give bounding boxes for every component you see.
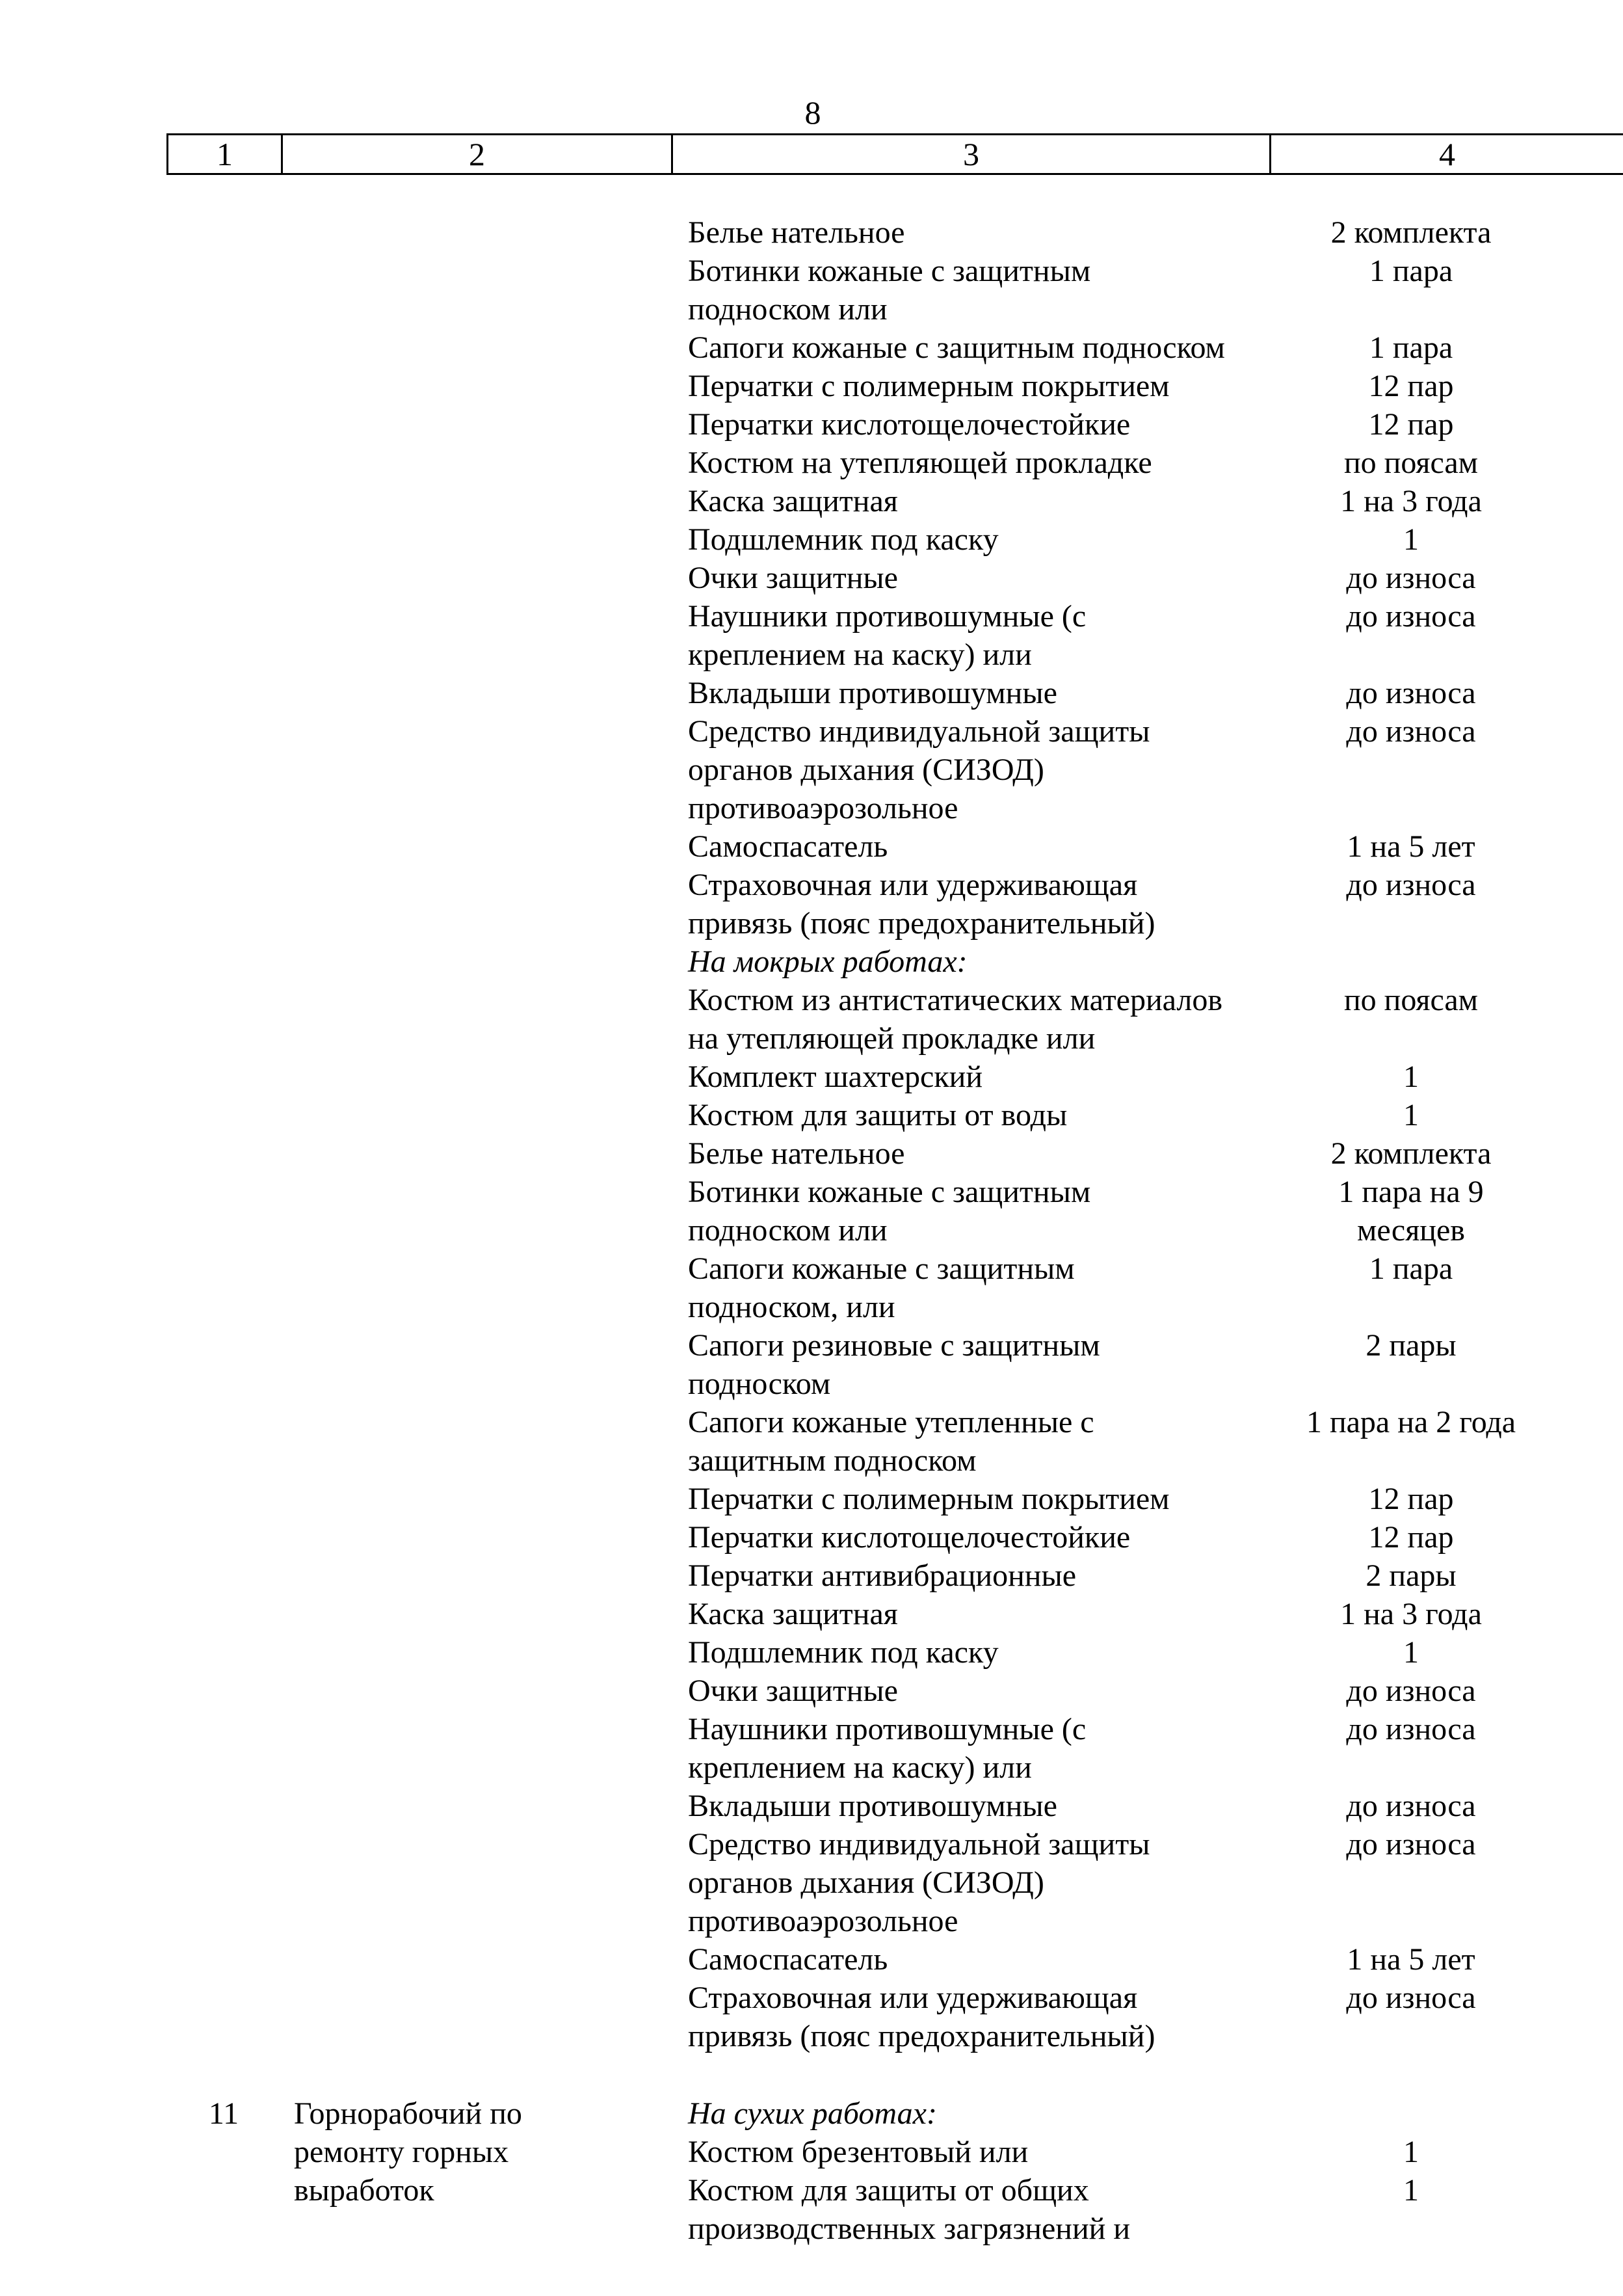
- column-header-4: 4: [1269, 135, 1623, 173]
- ppe-item-quantity: [1274, 1134, 1548, 1173]
- ppe-item-quantity-line: 2 комплекта: [1330, 215, 1492, 250]
- ppe-item-quantity: [1274, 2133, 1548, 2171]
- ppe-item-name: [688, 1058, 1273, 1096]
- ppe-item-quantity: [1274, 1403, 1548, 1441]
- ppe-item-name: [688, 712, 1273, 827]
- ppe-item-name: [688, 1825, 1273, 1940]
- ppe-item-name: [688, 866, 1273, 942]
- ppe-item-name-line: Костюм на утепляющей прокладке: [688, 446, 1152, 480]
- ppe-item-quantity-line: до износа: [1346, 561, 1476, 595]
- ppe-item-quantity: [1274, 674, 1548, 712]
- ppe-item-quantity: [1274, 866, 1548, 904]
- ppe-item-name: [688, 1672, 1273, 1710]
- column-header-2: 2: [281, 135, 671, 173]
- ppe-item-name-line: Перчатки с полимерным покрытием: [688, 1482, 1170, 1516]
- ppe-item-quantity: [1274, 1173, 1548, 1249]
- ppe-item-name: [688, 674, 1273, 712]
- ppe-item-name-line: привязь (пояс предохранительный): [688, 2019, 1155, 2053]
- ppe-item-quantity-line: 1 пара: [1369, 330, 1453, 365]
- ppe-item-name-line: Подшлемник под каску: [688, 1635, 999, 1670]
- ppe-item-quantity: [1274, 1518, 1548, 1556]
- ppe-item-quantity: [1274, 1249, 1548, 1288]
- ppe-item-name-line: Очки защитные: [688, 1674, 898, 1708]
- ppe-item-name-line: Средство индивидуальной защиты: [688, 1827, 1150, 1862]
- ppe-item-quantity-line: до износа: [1346, 599, 1476, 634]
- ppe-item-quantity-line: до износа: [1346, 676, 1476, 710]
- ppe-item-name-line: Костюм из антистатических материалов: [688, 983, 1222, 1017]
- ppe-item-name: [688, 328, 1273, 367]
- ppe-item-name-line: Перчатки с полимерным покрытием: [688, 369, 1170, 403]
- ppe-item-quantity-line: до износа: [1346, 1712, 1476, 1746]
- ppe-item-name: [688, 1633, 1273, 1672]
- ppe-item-name-line: Белье нательное: [688, 1136, 905, 1171]
- ppe-item-name-line: Самоспасатель: [688, 829, 888, 864]
- ppe-item-name-line: защитным подноском: [688, 1443, 977, 1478]
- ppe-item-name-line: Перчатки антивибрационные: [688, 1558, 1076, 1593]
- ppe-item-quantity-line: до износа: [1346, 1981, 1476, 2015]
- ppe-item-quantity-line: 1: [1403, 2135, 1419, 2169]
- profession-name-line: ремонту горных: [294, 2135, 509, 2169]
- ppe-item-name-line: креплением на каску) или: [688, 1750, 1032, 1785]
- ppe-item-name-line: Подшлемник под каску: [688, 522, 999, 557]
- page-number: 8: [804, 94, 821, 131]
- ppe-item-name: [688, 367, 1273, 405]
- ppe-item-name-line: противоаэрозольное: [688, 791, 958, 825]
- ppe-item-quantity: [1274, 2171, 1548, 2209]
- profession-name-line: выработок: [294, 2173, 434, 2208]
- ppe-item-name: [688, 559, 1273, 597]
- ppe-item-name-line: Каска защитная: [688, 1597, 898, 1631]
- ppe-item-name-line: Костюм брезентовый или: [688, 2135, 1029, 2169]
- entry-number: 11: [208, 2096, 239, 2131]
- ppe-item-quantity: [1274, 1633, 1548, 1672]
- ppe-item-quantity-line: 1 на 5 лет: [1347, 1942, 1475, 1977]
- ppe-item-quantity: [1274, 1979, 1548, 2017]
- ppe-item-name: [688, 1787, 1273, 1825]
- ppe-item-name-line: Средство индивидуальной защиты: [688, 714, 1150, 749]
- ppe-item-name: [688, 1940, 1273, 1979]
- ppe-item-name: [688, 482, 1273, 520]
- ppe-item-quantity-line: по поясам: [1343, 446, 1479, 480]
- ppe-item-quantity: [1274, 1787, 1548, 1825]
- ppe-item-quantity: [1274, 520, 1548, 559]
- ppe-item-name: [688, 597, 1273, 674]
- ppe-item-quantity-line: 1: [1403, 2173, 1419, 2208]
- profession-name-line: Горнорабочий по: [294, 2096, 522, 2131]
- ppe-item-name: [688, 1326, 1273, 1403]
- ppe-item-name-line: Ботинки кожаные с защитным: [688, 1175, 1091, 1209]
- ppe-item-name: [688, 1979, 1273, 2055]
- ppe-item-quantity-line: до износа: [1346, 1789, 1476, 1823]
- ppe-item-quantity: [1274, 559, 1548, 597]
- ppe-item-quantity: [1274, 405, 1548, 444]
- ppe-item-name-line: Костюм для защиты от воды: [688, 1098, 1068, 1132]
- ppe-item-name: [688, 1173, 1273, 1249]
- ppe-item-quantity-line: до износа: [1346, 868, 1476, 902]
- ppe-item-name: [688, 213, 1273, 252]
- ppe-item-quantity-line: 12 пар: [1368, 407, 1454, 442]
- ppe-item-quantity-line: 12 пар: [1368, 1482, 1454, 1516]
- ppe-item-name-line: подноском или: [688, 1213, 888, 1248]
- ppe-item-name-line: Самоспасатель: [688, 1942, 888, 1977]
- ppe-item-name-line: подноском: [688, 1367, 831, 1401]
- ppe-item-quantity: [1274, 444, 1548, 482]
- ppe-item-quantity-line: 1 на 3 года: [1340, 1597, 1482, 1631]
- ppe-item-name: [688, 1480, 1273, 1518]
- ppe-item-name-line: подноском, или: [688, 1290, 895, 1324]
- ppe-item-name: [688, 2171, 1273, 2248]
- ppe-item-name-line: Сапоги кожаные утепленные с: [688, 1405, 1094, 1439]
- ppe-item-quantity: [1274, 1480, 1548, 1518]
- ppe-item-name-line: Очки защитные: [688, 561, 898, 595]
- ppe-item-quantity-line: 1: [1403, 1635, 1419, 1670]
- ppe-item-quantity: [1274, 328, 1548, 367]
- ppe-item-name-line: противоаэрозольное: [688, 1904, 958, 1938]
- ppe-item-quantity-line: 12 пар: [1368, 1520, 1454, 1555]
- ppe-item-quantity-line: 1 пара: [1369, 254, 1453, 288]
- ppe-item-quantity-line: 1 пара: [1369, 1251, 1453, 1286]
- ppe-item-quantity-line: 1 пара на 2 года: [1306, 1405, 1516, 1439]
- ppe-item-quantity-line: 2 пары: [1366, 1328, 1457, 1363]
- ppe-item-name-line: Каска защитная: [688, 484, 898, 518]
- ppe-item-name-line: Комплект шахтерский: [688, 1060, 983, 1094]
- ppe-item-quantity-line: 2 комплекта: [1330, 1136, 1492, 1171]
- ppe-item-quantity: [1274, 1825, 1548, 1863]
- ppe-item-quantity-line: 1 на 3 года: [1340, 484, 1482, 518]
- ppe-item-quantity-line: 1 пара на 9: [1338, 1175, 1484, 1209]
- ppe-item-name: [688, 1134, 1273, 1173]
- column-header-3: 3: [671, 135, 1269, 173]
- ppe-item-quantity: [1274, 981, 1548, 1019]
- ppe-item-name-line: Вкладыши противошумные: [688, 676, 1057, 710]
- ppe-item-name: [688, 1710, 1273, 1787]
- ppe-item-name-line: Перчатки кислотощелочестойкие: [688, 407, 1131, 442]
- ppe-item-name-line: Сапоги кожаные с защитным: [688, 1251, 1075, 1286]
- ppe-item-name-line: Белье нательное: [688, 215, 905, 250]
- profession-name: [294, 2094, 658, 2209]
- ppe-item-name-line: Перчатки кислотощелочестойкие: [688, 1520, 1131, 1555]
- ppe-item-quantity: [1274, 1595, 1548, 1633]
- ppe-item-name-line: креплением на каску) или: [688, 637, 1032, 672]
- ppe-item-name: [688, 1249, 1273, 1326]
- ppe-item-name-line: привязь (пояс предохранительный): [688, 906, 1155, 941]
- ppe-item-quantity-line: 12 пар: [1368, 369, 1454, 403]
- ppe-item-quantity-line: 1: [1403, 1060, 1419, 1094]
- ppe-item-name: [688, 1556, 1273, 1595]
- ppe-item-name-line: Сапоги кожаные с защитным подноском: [688, 330, 1225, 365]
- ppe-item-quantity: [1274, 1672, 1548, 1710]
- section-heading: [688, 942, 1273, 981]
- ppe-item-quantity-line: по поясам: [1343, 983, 1479, 1017]
- ppe-item-name-line: Страховочная или удерживающая: [688, 1981, 1138, 2015]
- ppe-item-quantity: [1274, 827, 1548, 866]
- ppe-item-quantity: [1274, 1940, 1548, 1979]
- ppe-item-quantity-line: до износа: [1346, 1827, 1476, 1862]
- column-header-1: 1: [166, 135, 281, 173]
- ppe-item-name: [688, 1518, 1273, 1556]
- ppe-item-quantity: [1274, 597, 1548, 635]
- ppe-item-name: [688, 981, 1273, 1058]
- ppe-item-name-line: производственных загрязнений и: [688, 2211, 1131, 2246]
- ppe-item-name-line: на утепляющей прокладке или: [688, 1021, 1096, 1056]
- ppe-item-quantity: [1274, 1556, 1548, 1595]
- ppe-item-quantity: [1274, 1096, 1548, 1134]
- ppe-item-name-line: Сапоги резиновые с защитным: [688, 1328, 1100, 1363]
- ppe-item-name-line: На мокрых работах:: [688, 944, 968, 979]
- ppe-item-quantity-line: месяцев: [1357, 1213, 1465, 1248]
- ppe-item-name-line: Наушники противошумные (с: [688, 1712, 1087, 1746]
- ppe-item-name: [688, 405, 1273, 444]
- ppe-item-name-line: органов дыхания (СИЗОД): [688, 753, 1044, 787]
- section-heading: [688, 2094, 1273, 2133]
- ppe-item-quantity-line: до износа: [1346, 714, 1476, 749]
- ppe-item-quantity: [1274, 1058, 1548, 1096]
- ppe-item-quantity: [1274, 252, 1548, 290]
- ppe-item-name-line: Наушники противошумные (с: [688, 599, 1087, 634]
- ppe-item-quantity: [1274, 482, 1548, 520]
- ppe-item-quantity: [1274, 213, 1548, 252]
- ppe-item-name-line: органов дыхания (СИЗОД): [688, 1865, 1044, 1900]
- ppe-item-quantity-line: до износа: [1346, 1674, 1476, 1708]
- ppe-item-quantity-line: 2 пары: [1366, 1558, 1457, 1593]
- column-header-row: [166, 133, 1623, 175]
- ppe-item-name: [688, 520, 1273, 559]
- ppe-item-name-line: Страховочная или удерживающая: [688, 868, 1138, 902]
- ppe-item-name: [688, 1403, 1273, 1480]
- ppe-item-quantity: [1274, 712, 1548, 751]
- ppe-item-name: [688, 2133, 1273, 2171]
- ppe-item-name-line: подноском или: [688, 292, 888, 327]
- ppe-item-name: [688, 444, 1273, 482]
- ppe-item-name-line: Вкладыши противошумные: [688, 1789, 1057, 1823]
- ppe-item-name: [688, 1096, 1273, 1134]
- ppe-item-name-line: На сухих работах:: [688, 2096, 937, 2131]
- ppe-item-name-line: Костюм для защиты от общих: [688, 2173, 1089, 2208]
- ppe-item-quantity: [1274, 367, 1548, 405]
- ppe-item-quantity: [1274, 1710, 1548, 1748]
- ppe-item-name-line: Ботинки кожаные с защитным: [688, 254, 1091, 288]
- ppe-item-quantity: [1274, 1326, 1548, 1365]
- ppe-item-name: [688, 1595, 1273, 1633]
- ppe-item-quantity-line: 1 на 5 лет: [1347, 829, 1475, 864]
- ppe-item-name: [688, 252, 1273, 328]
- ppe-item-name: [688, 827, 1273, 866]
- ppe-item-quantity-line: 1: [1403, 522, 1419, 557]
- ppe-item-quantity-line: 1: [1403, 1098, 1419, 1132]
